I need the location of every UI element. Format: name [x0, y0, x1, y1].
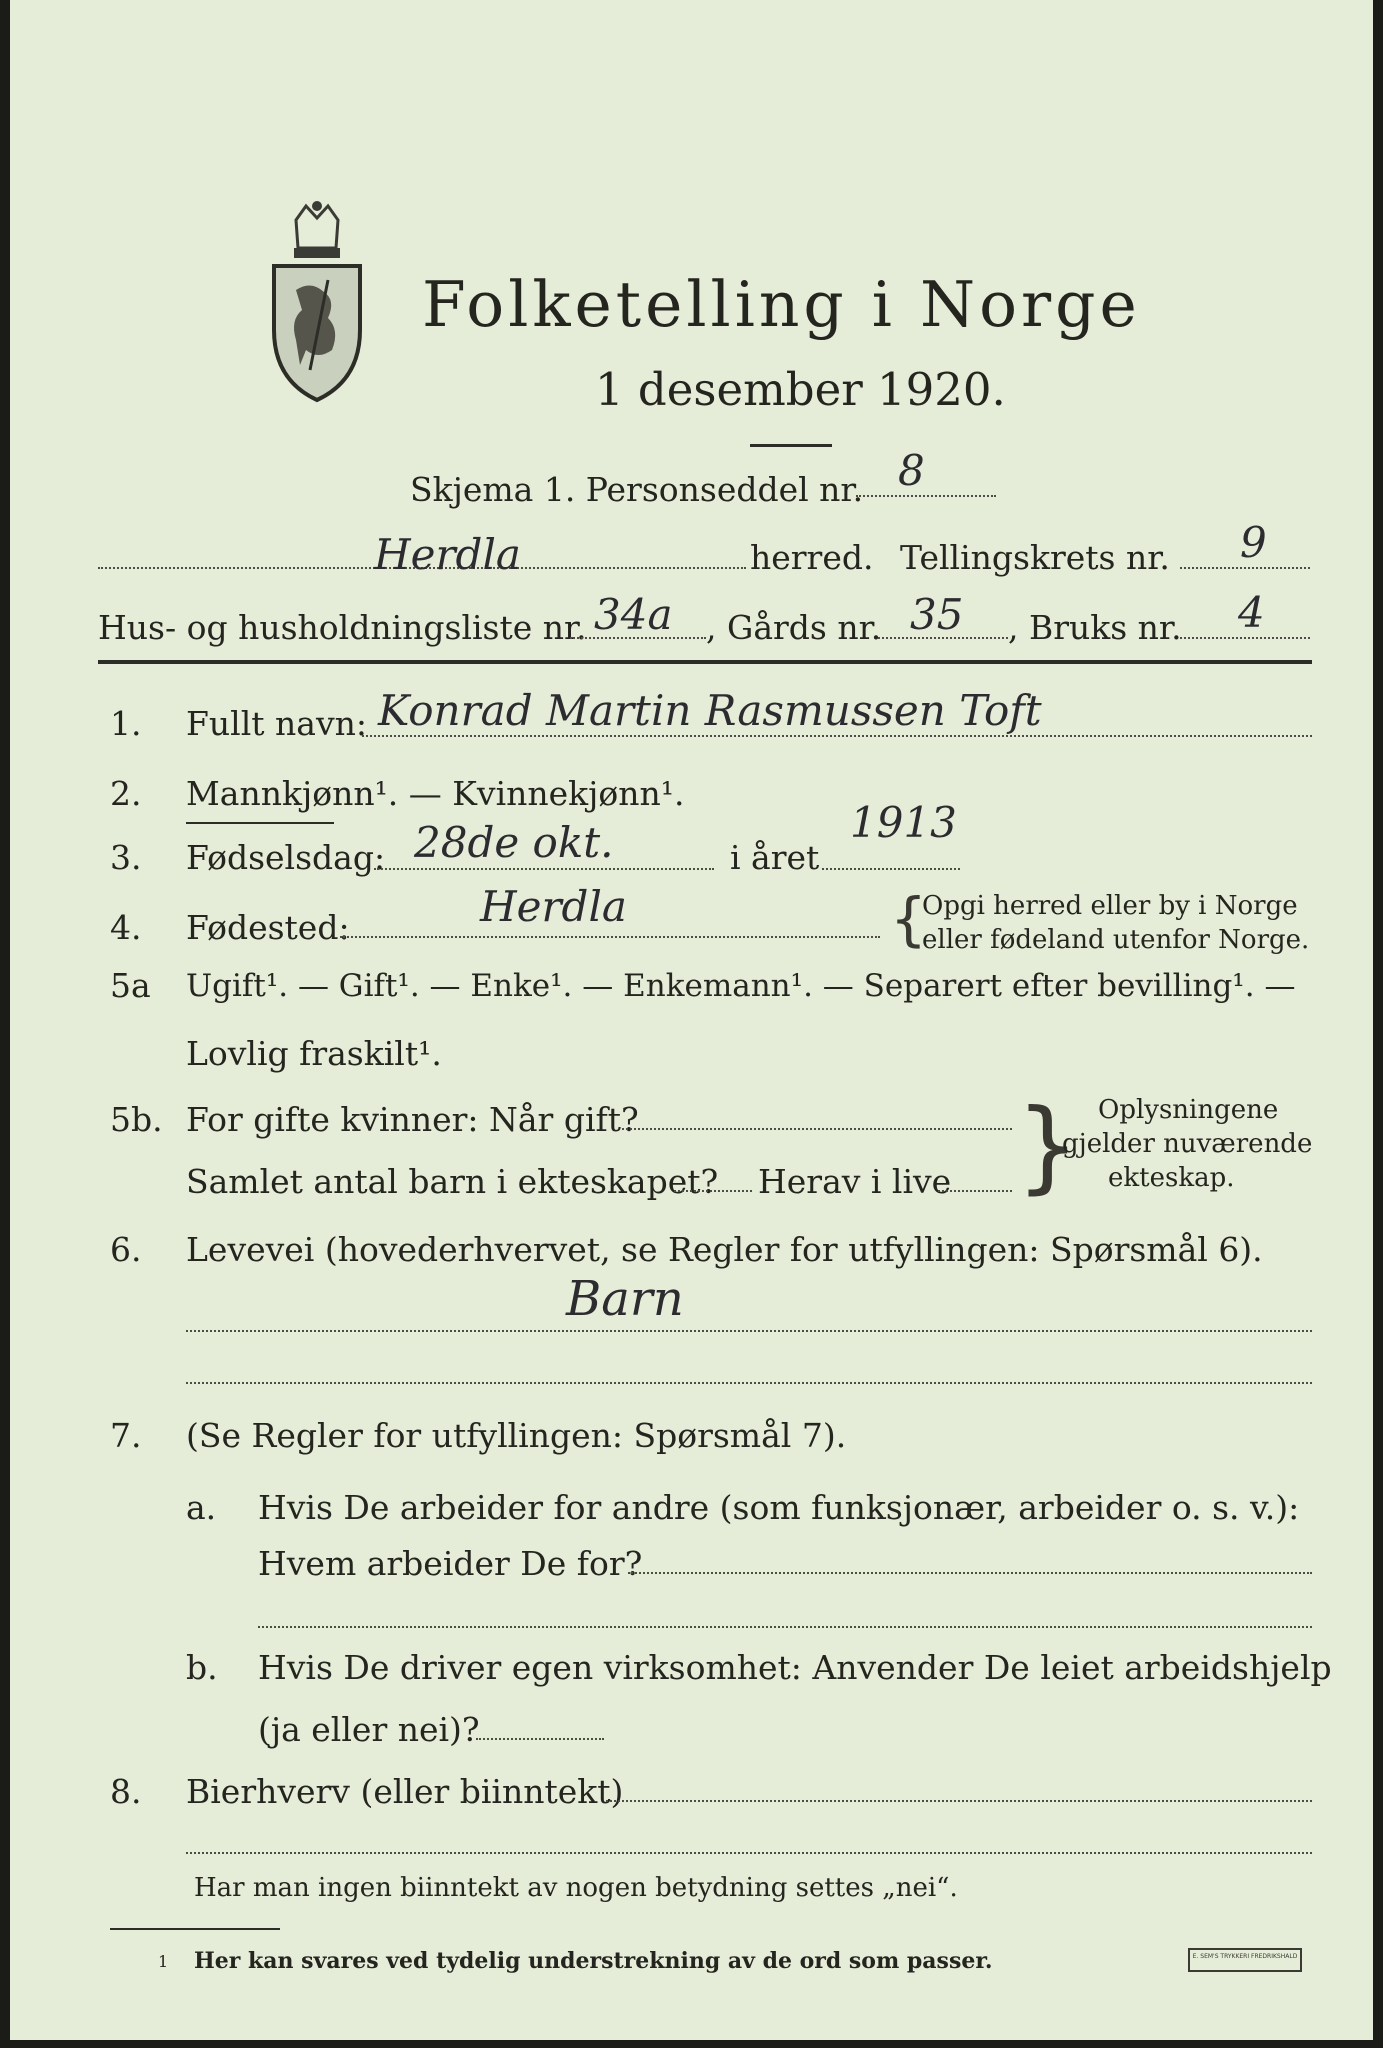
census-form-sheet — [10, 0, 1373, 2040]
q4-note-line-2: eller fødeland utenfor Norge. — [922, 925, 1310, 955]
bruks-field-line — [1180, 637, 1310, 639]
q7a-employer-field-line — [628, 1572, 1312, 1574]
q7b-line-1: Hvis De driver egen virksomhet: Anvender De leiet arbeidshjelp — [258, 1648, 1332, 1687]
q4-birthplace-value: Herdla — [480, 882, 627, 931]
schema-label: Skjema 1. Personseddel nr. — [410, 470, 864, 509]
q2-number: 2. — [110, 774, 142, 813]
bruks-label: , Bruks nr. — [1008, 608, 1182, 647]
tellingskrets-nr-value: 9 — [1240, 518, 1267, 567]
personseddel-nr-value: 8 — [898, 446, 925, 495]
q7a-line-2: Hvem arbeider De for? — [258, 1544, 643, 1583]
q3-year-field-line — [822, 868, 960, 870]
bruks-nr-value: 4 — [1238, 588, 1265, 637]
q5b-alive-label: Herav i live — [758, 1162, 952, 1201]
printer-stamp — [1188, 1948, 1302, 1972]
form-title: Folketelling i Norge — [422, 268, 1141, 341]
q7-number: 7. — [110, 1416, 142, 1455]
q5a-civil-status-options-cont: Lovlig fraskilt¹. — [186, 1034, 442, 1073]
q5b-note-line-2: gjelder nuværende — [1062, 1129, 1313, 1159]
q7b-letter: b. — [186, 1648, 218, 1687]
q7-label: (Se Regler for utfyllingen: Spørsmål 7). — [186, 1416, 847, 1455]
tellingskrets-field-line — [1180, 567, 1310, 569]
q2-mannkjonn-underline — [186, 822, 334, 824]
q7b-line-2: (ja eller nei)? — [258, 1710, 480, 1749]
q4-note-brace: { — [890, 885, 927, 953]
q3-label: Fødselsdag: — [186, 838, 386, 877]
hushold-label: Hus- og husholdningsliste nr. — [98, 608, 587, 647]
q3-birth-year-value: 1913 — [850, 798, 957, 847]
title-divider — [750, 444, 832, 447]
q6-occupation-value: Barn — [566, 1271, 684, 1327]
q3-number: 3. — [110, 838, 142, 877]
q6-field-line-1 — [186, 1330, 1312, 1332]
q8-field-line — [606, 1800, 1312, 1802]
q8-field-line-2 — [186, 1852, 1312, 1854]
q5b-number: 5b. — [110, 1100, 163, 1139]
q1-number: 1. — [110, 704, 142, 743]
q1-field-line — [362, 735, 1312, 737]
q8-number: 8. — [110, 1772, 142, 1811]
q5b-note-brace: } — [1016, 1087, 1080, 1204]
q4-note-line-1: Opgi herred eller by i Norge — [922, 891, 1298, 921]
footnote-text: Her kan svares ved tydelig understrekning av de ord som passer. — [194, 1948, 993, 1974]
footnote-divider — [110, 1928, 280, 1930]
personseddel-field-line — [856, 495, 996, 497]
q6-field-line-2 — [186, 1382, 1312, 1384]
q7a-employer-field-line-2 — [258, 1626, 1312, 1628]
q5a-number: 5a — [110, 966, 151, 1005]
q8-label: Bierhverv (eller biinntekt) — [186, 1772, 624, 1811]
q2-gender-options: Mannkjønn¹. — Kvinnekjønn¹. — [186, 774, 685, 813]
q7a-line-1: Hvis De arbeider for andre (som funksjonær, arbeider o. s. v.): — [258, 1488, 1300, 1527]
gards-label: , Gårds nr. — [706, 608, 882, 647]
q4-number: 4. — [110, 908, 142, 947]
q3-birthday-value: 28de okt. — [414, 818, 614, 867]
q3-day-field-line — [374, 868, 714, 870]
q4-label: Fødested: — [186, 908, 350, 947]
q5b-line-1: For gifte kvinner: Når gift? — [186, 1100, 639, 1139]
q5b-alive-field-line — [938, 1190, 1012, 1192]
q6-label: Levevei (hovederhvervet, se Regler for utfyllingen: Spørsmål 6). — [186, 1230, 1263, 1269]
q1-full-name-value: Konrad Martin Rasmussen Toft — [378, 686, 1042, 735]
q5b-note-line-3: ekteskap. — [1108, 1163, 1235, 1193]
q4-field-line — [340, 936, 880, 938]
q5b-married-field-line — [622, 1128, 1012, 1130]
hushold-nr-value: 34a — [594, 590, 673, 639]
census-date: 1 desember 1920. — [595, 363, 1006, 416]
norwegian-coat-of-arms-icon — [266, 200, 368, 405]
q1-label: Fullt navn: — [186, 704, 367, 743]
tellingskrets-label: Tellingskrets nr. — [900, 538, 1170, 577]
q7b-field-line — [476, 1738, 604, 1740]
header-divider — [98, 660, 1312, 664]
footer-note: Har man ingen biinntekt av nogen betydning settes „nei“. — [194, 1873, 958, 1903]
q5a-civil-status-options: Ugift¹. — Gift¹. — Enke¹. — Enkemann¹. — Separert efter bevilling¹. — — [186, 968, 1296, 1004]
q5b-note-line-1: Oplysningene — [1098, 1095, 1279, 1125]
q7a-letter: a. — [186, 1488, 217, 1527]
herred-label: herred. — [750, 538, 874, 577]
q6-number: 6. — [110, 1230, 142, 1269]
q5b-children-field-line — [674, 1190, 752, 1192]
footnote-mark: 1 — [158, 1952, 169, 1971]
herred-value: Herdla — [374, 530, 521, 579]
printer-stamp-text: E. SEM'S TRYKKERI FREDRIKSHALD — [1192, 1953, 1298, 1960]
q5b-children-label: Samlet antal barn i ekteskapet? — [186, 1162, 719, 1201]
gards-nr-value: 35 — [910, 590, 964, 639]
q3-year-label: i året — [730, 838, 820, 877]
